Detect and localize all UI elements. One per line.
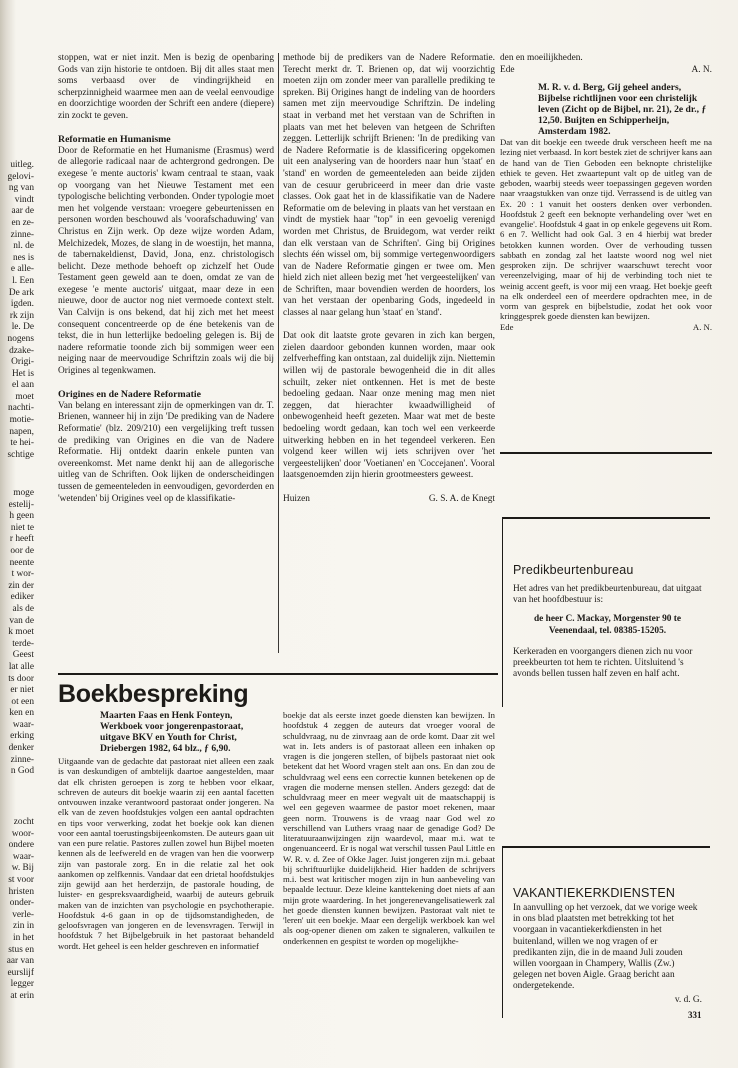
stub-line: moet bbox=[15, 391, 34, 402]
stub-line: waar- bbox=[12, 851, 34, 862]
stub-line: ng van bbox=[8, 183, 34, 194]
review-1-column-2 bbox=[283, 710, 495, 1056]
stub-line: napen, bbox=[9, 426, 34, 437]
stub-line: en ze- bbox=[11, 217, 34, 228]
signature-author: G. S. A. de Knegt bbox=[428, 493, 495, 504]
stub-block-2 bbox=[0, 488, 34, 778]
stub-line: zinne- bbox=[10, 229, 34, 240]
stub-line: in het bbox=[12, 932, 34, 943]
stub-line: schtige bbox=[7, 449, 34, 460]
vakantiekerkdiensten-text: In aanvulling op het verzoek, dat we vorige week in ons blad plaatsten met betrekking tot het voorgaan in vacantiekerkdiensten in het buitenland, willen we nog vragen of er predikanten zijn, die in de maand Juli zouden willen voorgaan in Champery, Wallis (Zw.) gelegen net boven Aigle. Graag bericht aan ondergetekende. bbox=[513, 903, 698, 992]
review-continuation-column bbox=[500, 53, 712, 445]
stub-line: hristen bbox=[8, 886, 34, 897]
stub-line: at erin bbox=[10, 990, 34, 1001]
vakantiekerkdiensten-box bbox=[502, 846, 710, 1018]
review-1-body-part-1: Uitgaande van de gedachte dat pastoraat niet alleen een zaak is van deskundigen of ambtelijk daartoe aangestelden, maar dat elk christen geroepen is zorg te hebben voor elkaar, schreven de auteurs dit boekje waarin zij een aantal facetten ontvouwen inzake verantwoord pastoraat onder jongeren. Na elk van de zeven hoofdstukjes volgen een aantal opdrachten en tips voor verwerking, zodat het boekje ook kan dienen voor een aantal toerustingsbijeenkomsten. De auteurs gaan uit van een pure relatie. Pastores zullen zowel hun Bijbel moeten kennen als de leefwereld en de vragen van hen die voorwerp zijn van pastorale zorg. En in die relatie zal het ook aankomen op zelfkennis. Vandaar dat een drietal hoofdstukjes zijn gewijd aan het herderzijn, de pastorale houding, de luister- en gespreksvaardigheid, waarbij de auteurs gebruik maken van de inzichten van psychologie en psychotherapie. Hoofdstuk 4-6 gaan in op de tijdsomstandigheden, de geloofsvragen van jongeren en de levensvragen. Terwijl in hoofdstuk 7 het Bijbelgebruik in het pastoraat behandeld wordt. Het geheel is een helder geschreven en informatief bbox=[58, 756, 274, 951]
article-paragraph-2: Van belang en interessant zijn de opmerkingen van dr. T. Brienen, wanneer hij in zijn 'De prediking van de Nadere Reformatie' (blz. 209/210) een vergelijking treft tussen de prediking van Origines en die van de Nadere Reformatie. Hij ontdekt daarin enkele punten van overeenkomst. Met name denkt hij aan de allegorische uitleg van de Schriften. Ook lijken de onderscheidingen tussen de gemeenteleden in eenvoudigen, gevorderden en 'wetenden' bij Origines veel op de klassifikatie- bbox=[58, 400, 274, 504]
stub-line: ts door bbox=[8, 673, 34, 684]
stub-line: Het is bbox=[11, 368, 34, 379]
stub-line: als de bbox=[12, 603, 34, 614]
article-column-2 bbox=[283, 53, 495, 671]
stub-line: legger bbox=[10, 979, 34, 990]
section-title: Boekbespreking bbox=[58, 680, 249, 708]
facing-page-stub bbox=[0, 0, 38, 1068]
column-3-rule bbox=[500, 452, 712, 454]
stub-line: Origi- bbox=[11, 357, 34, 368]
stub-line: r heeft bbox=[9, 534, 34, 545]
stub-line: De ark bbox=[8, 287, 34, 298]
stub-line: neente bbox=[9, 557, 34, 568]
stub-line: gelovi- bbox=[7, 171, 34, 182]
stub-line: erking bbox=[10, 731, 34, 742]
review-continuation: den en moeilijkheden. bbox=[500, 53, 583, 63]
stub-line: ot een bbox=[11, 696, 34, 707]
review-1-signature bbox=[500, 65, 712, 77]
page-number: 331 bbox=[688, 1010, 702, 1020]
stub-line: ediker bbox=[10, 592, 34, 603]
stub-line: rk zijn bbox=[9, 310, 34, 321]
stub-line: denker bbox=[8, 743, 34, 754]
stub-block-1 bbox=[0, 160, 34, 461]
stub-line: n God bbox=[10, 766, 34, 777]
stub-line: estelij- bbox=[8, 499, 34, 510]
stub-line: w. Bij bbox=[11, 863, 34, 874]
predikbeurtenbureau-title: Predikbeurtenbureau bbox=[513, 563, 634, 577]
predikbeurtenbureau-address: de heer C. Mackay, Morgenster 90 te Veenendaal, tel. 08385-15205. bbox=[533, 614, 682, 636]
stub-line: eurslijf bbox=[7, 967, 34, 978]
review-2-heading: M. R. v. d. Berg, Gij geheel anders, Bijbelse richtlijnen voor een christelijk leven (Zicht op de Bijbel, nr. 21), 2e dr., ƒ 12,50. Buijten en Schipperheijn, Amsterdam 1982. bbox=[538, 82, 707, 138]
review-2-place: Ede bbox=[500, 321, 514, 332]
stub-line: ken en bbox=[9, 708, 34, 719]
heading-origines-nadere-reformatie: Origines en de Nadere Reformatie bbox=[58, 389, 201, 401]
stub-line: h geen bbox=[9, 511, 34, 522]
stub-line: le. De bbox=[11, 322, 34, 333]
stub-line: waar- bbox=[12, 719, 34, 730]
review-2-signature bbox=[500, 322, 712, 332]
stub-line: Geest bbox=[12, 650, 34, 661]
stub-line: lat alle bbox=[8, 661, 34, 672]
review-1-column-1 bbox=[58, 756, 274, 1056]
article-paragraph-1: Door de Reformatie en het Humanisme (Erasmus) werd de allegorie radicaal naar de achtergrond gedrongen. De exegese 'e mente auctoris' kwam centraal te staan, vaak op voorgang van het Nieuwe Testament met een typologische belichting verbonden. Onder typologie moet men het volgende verstaan: vroegere gebeurtenissen en personen worden beschouwd als 'voorafschaduwing' van Christus en Zijn werk. Op deze wijze worden Adam, Melchizedek, Mozes, de slang in de woestijn, het manna, de tabernakeldienst, David, Jona, enz. christologisch belicht. Deze methode behoeft op zichzelf het Oude Testament geen geweld aan te doen, omdat ze van de exegese 'e mente auctoris' uitgaat, maar deze in een nieuwe, door de auctor nog niet vermoede context stelt. Van Calvijn is ons bekend, dat hij zich met het meest consequent concentreerde op de éne betekenis van de tekst, die in hun letterlijke bedoeling gelegen is. Bij de nadere reformatie toonde zich bij sommigen weer een neiging naar de meervoudige Schriftzin zoals wij die bij Origines al tegenkwamen. bbox=[58, 145, 274, 377]
stub-line: woor- bbox=[11, 828, 34, 839]
stub-line: aar van bbox=[6, 956, 34, 967]
stub-line: t wor- bbox=[11, 569, 34, 580]
stub-line: onder- bbox=[9, 898, 34, 909]
stub-line: moge bbox=[13, 488, 34, 498]
stub-line: zin in bbox=[12, 921, 34, 932]
stub-line: uitleg. bbox=[10, 160, 34, 170]
stub-line: verle- bbox=[12, 909, 34, 920]
stub-line: te hei- bbox=[10, 438, 34, 449]
stub-line: terde- bbox=[12, 638, 34, 649]
vakantiekerkdiensten-title: VAKANTIEKERKDIENSTEN bbox=[513, 886, 676, 900]
article-signature bbox=[283, 494, 495, 506]
stub-line: motie- bbox=[9, 415, 34, 426]
section-rule bbox=[58, 673, 498, 675]
predikbeurtenbureau-note: Kerkeraden en voorgangers dienen zich nu voor preekbeurten tot hem te richten. Uitsluitend 's avonds bellen tussen half zeven en half acht. bbox=[513, 646, 693, 680]
stub-line: aar de bbox=[11, 206, 34, 217]
stub-line: vindt bbox=[14, 194, 34, 205]
review-1-place: Ede bbox=[500, 64, 515, 75]
review-1-initials: A. N. bbox=[691, 64, 712, 75]
stub-line: k moet bbox=[8, 627, 34, 638]
review-1-heading: Maarten Faas en Henk Fonteyn, Werkboek voor jongerenpastoraat, uitgave BKV en Youth for Christ, Driebergen 1982, 64 blz., ƒ 6,90. bbox=[100, 710, 244, 754]
signature-place: Huizen bbox=[283, 493, 310, 504]
stub-line: er niet bbox=[10, 685, 34, 696]
stub-line: st voor bbox=[8, 874, 34, 885]
stub-line: dzake- bbox=[9, 345, 34, 356]
review-2-body: Dat van dit boekje een tweede druk verscheen heeft me na lezing niet verbaasd. In kort bestek ziet de schrijver kans aan de hand van de Tien Geboden een beknopte christelijke ethiek te geven. Het zwaartepunt valt op de uitleg van de geboden, waarbij steeds weer toepassingen gegeven worden naar vraagstukken van onze tijd. Verrassend is de uitleg van Ex. 20 : 1 vanuit het oosters denken over verbonden. Hoofdstuk 2 geeft een beknopte verhandeling over 'wet en evangelie'. Hoofdstuk 4 gaat in op enkele gegevens uit Rom. 6 en 7. Wellicht had ook Gal. 3 en 4 hierbij wat breder betokken kunnen worden. Over de verhouding tussen sabbath en zondag zal het laatste woord nog wel niet gesproken zijn. De schrijver waarschuwt terecht voor vereenzelviging, maar of hij de verbinding toch niet te weinig accent geeft, is voor mij een vraag. Het boekje geeft na elk onderdeel een of meerdere opdrachten mee, in de vorm van gesprek en bijbelstudie, zodat het ook voor kringgesprek goede diensten kan bewijzen. bbox=[500, 137, 712, 322]
stub-line: oor de bbox=[10, 545, 34, 556]
stub-line: nes is bbox=[12, 252, 34, 263]
stub-line: niet te bbox=[10, 522, 34, 533]
stub-line: nl. de bbox=[13, 241, 34, 252]
vakantiekerkdiensten-signature: v. d. G. bbox=[674, 994, 702, 1005]
heading-reformatie-humanisme: Reformatie en Humanisme bbox=[58, 134, 171, 146]
stub-line: zinne- bbox=[10, 754, 34, 765]
stub-line: e alle- bbox=[10, 264, 34, 275]
stub-line: igden. bbox=[10, 299, 34, 310]
predikbeurtenbureau-text: Het adres van het predikbeurtenbureau, dat uitgaat van het hoofdbestuur is: bbox=[513, 584, 702, 606]
stub-line: nachti- bbox=[8, 403, 34, 414]
article-column-1 bbox=[58, 53, 274, 671]
article-paragraph-4: Dat ook dit laatste grote gevaren in zich kan bergen, zielen daardoor gebonden kunnen worden, maar ook zelfverheffing kan ontstaan, zal duidelijk zijn. Niettemin willen wij de pastorale bewogenheid die in dit alles schuilt, zeker niet ontkennen. Het is met de beste bedoeling gedaan. Naar onze mening mag men niet zeggen, dat hierachter kwaadwilligheid of onbewogenheid heeft gezeten. Maar wat met de beste bedoeling wordt gedaan, kan toch wel een verkeerde uitwerking hebben en in het tegendeel verkeren. Een volgend keer willen wij iets schrijven over 'het vergeestelijken' door 'Voetianen' en 'Coccejanen'. Vooral laatsgenoemden zijn hierin grootmeesters geweest. bbox=[283, 331, 495, 481]
article-paragraph-3: methode bij de predikers van de Nadere Reformatie. Terecht merkt dr. T. Brienen op, dat wij voorzichtig moeten zijn om zonder meer van parallelle prediking te spreken. Bij Origines hangt de indeling van de hoorders samen met zijn meervoudige Schriftzin. De indeling staat in verband met het verstaan van de Schriften in plaats van met het beleven van hetgeen de Schriften zeggen. Letterlijk schrijft Brienen: 'In de prediking van de Nadere Reformatie is de klassificering opgekomen uit een analysering van de hoorders naar hun 'staat' en 'stand' en worden de gemeenteleden aan beide zijden van de cesuur gerubriceerd in meer dan drie vaste classes. Ook gaat het in de klassifikatie van de Nadere Reformatie om de beleving in plaats van het verstaan en vindt de mystiek haar ''top'' in een gevoelig verenigd worden met Christus, de Bruidegom, wat verder reikt dan elk verstaan van de Schriften'. Ging bij Origines slechts één wissel om, bij sommige vertegenwoordigers van de Nadere Reformatie gingen er twee om. Men hield zich niet alleen bezig met 'het vergeestelijken' van de Schriften, maar bovendien werden de hoorders, los van het verstaan der openbaring Gods, ingedeeld in classes al naar gelang hun 'staat' en 'stand'. bbox=[283, 53, 495, 319]
stub-line: van de bbox=[9, 615, 34, 626]
stub-block-3 bbox=[0, 817, 34, 1003]
stub-line: nogens bbox=[7, 333, 34, 344]
stub-line: el aan bbox=[11, 380, 34, 391]
stub-line: zocht bbox=[13, 817, 34, 827]
review-2-initials: A. N. bbox=[692, 321, 712, 332]
stub-line: l. Een bbox=[12, 275, 34, 286]
stub-line: ondere bbox=[8, 840, 34, 851]
review-1-body-part-2: boekje dat als eerste inzet goede diensten kan bewijzen. In hoofdstuk 4 zeggen de auteurs dat vroeger vooral de schuldvraag, nu de zinvraag aan de orde komt. Daar zit wel wat in. Iets anders is of pastoraat alleen een inhaken op vragen is die jongeren stellen, of bijbels pastoraat niet ook betekent dat het Woord vragen stelt aan ons. En dan zou de schuldvraag wel eens een correctie kunnen betekenen op de vragen die moderne mensen stellen. Anders gezegd: dat de schuldvraag meer en meer wegvalt uit de maatschappij is wel een gegeven waarmee de pastor moet rekenen, maar geen norm. Trouwens is de vraag naar God wel zo verschillend van Luthers vraag naar de genadige God? De literatuuraanwijzingen zijn waardevol, maar m.i. wat te ongenuanceerd. Er is nogal wat verschil tussen Paul Little en W. R. v. d. Zee of Okke Jager. Juist jongeren zijn m.i. gebaat bij schriftuurlijke duidelijkheid. Hier hadden de schrijvers m.i. best wat kritischer mogen zijn in hun aanbeveling van bepaalde lectuur. Deze kleine kanttekening doet niets af aan mijn grote waardering. In het jongerenevangelisatiewerk zal het goede diensten kunnen bewijzen. Pastoraat valt niet te 'leren' uit een boekje. Maar een dergelijk werkboek kan wel als oog-opener dienen om zaken te signaleren, valkuilen te onderkennen en gespitst te worden op mogelijkhe- bbox=[283, 710, 495, 946]
predikbeurtenbureau-box bbox=[502, 517, 710, 707]
stub-line: stus en bbox=[8, 944, 34, 955]
column-divider bbox=[278, 53, 279, 653]
article-intro: stoppen, wat er niet inzit. Men is bezig de openbaring Gods van zijn historie te ontdoen. Bij dit alles staat men soms verbaasd over de vindingrijkheid en scherpzinnigheid waarmee men aan de veelal eenvoudige en doorzichtige woorden der Schrift een andere (diepere) zin zockt te geven. bbox=[58, 53, 274, 121]
stub-line: zin der bbox=[8, 580, 34, 591]
